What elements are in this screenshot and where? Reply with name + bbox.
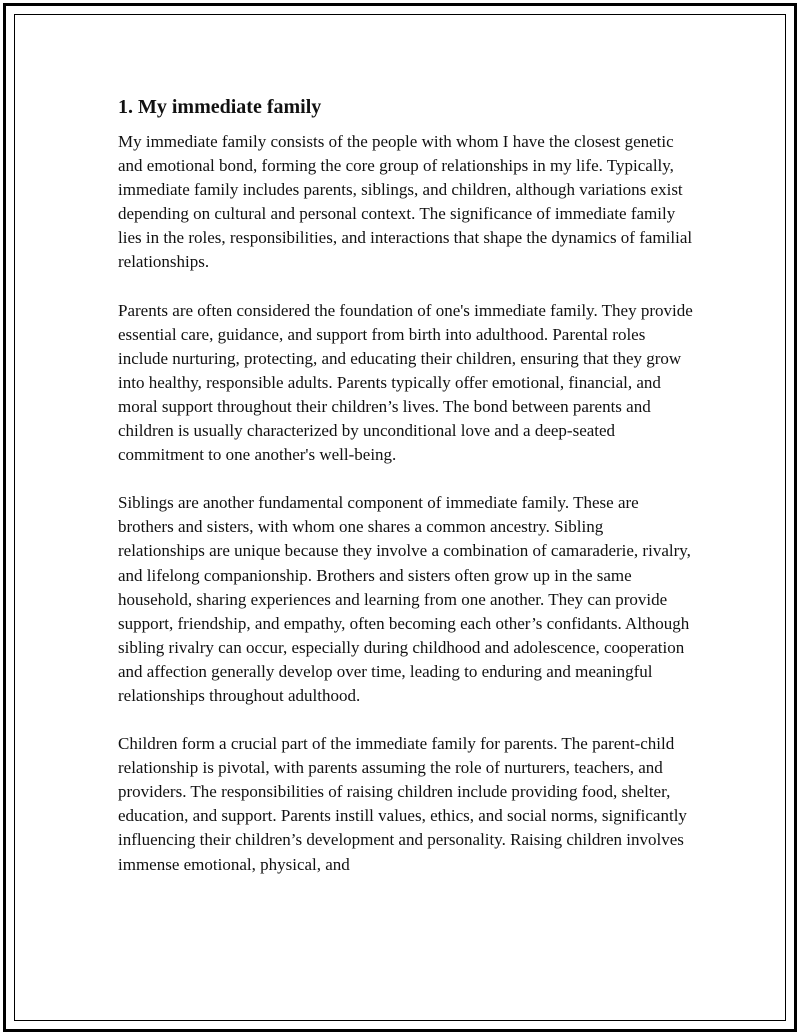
section-heading: 1. My immediate family [118,96,322,118]
paragraph-siblings: Siblings are another fundamental component of immediate family. These are brothers and sisters, with whom one shares a common ancestry. Sibling relationships are unique because they involve a combination of camaraderie, rivalry, and lifelong companionship. Brothers and sisters often grow up in the same household, sharing experiences and learning from one another. They can provide support, friendship, and empathy, often becoming each other’s confidants. Although sibling rivalry can occur, especially during childhood and adolescence, cooperation and affection generally develop over time, leading to enduring and meaningful relationships throughout adulthood. [118,493,691,705]
document-body [118,94,693,901]
paragraph-children: Children form a crucial part of the immediate family for parents. The parent-child relationship is pivotal, with parents assuming the role of nurturers, teachers, and providers. The responsibilities of raising children include providing food, shelter, education, and support. Parents instill values, ethics, and social norms, significantly influencing their children’s development and personality. Raising children involves immense emotional, physical, and [118,734,687,874]
paragraph-intro: My immediate family consists of the people with whom I have the closest genetic and emotional bond, forming the core group of relationships in my life. Typically, immediate family includes parents, siblings, and children, although variations exist depending on cultural and personal context. The significance of immediate family lies in the roles, responsibilities, and interactions that shape the dynamics of familial relationships. [118,132,693,272]
paragraph-parents: Parents are often considered the foundation of one's immediate family. They provide essential care, guidance, and support from birth into adulthood. Parental roles include nurturing, protecting, and educating their children, ensuring that they grow into healthy, responsible adults. Parents typically offer emotional, financial, and moral support throughout their children’s lives. The bond between parents and children is usually characterized by unconditional love and a deep-seated commitment to one another's well-being. [118,300,693,465]
